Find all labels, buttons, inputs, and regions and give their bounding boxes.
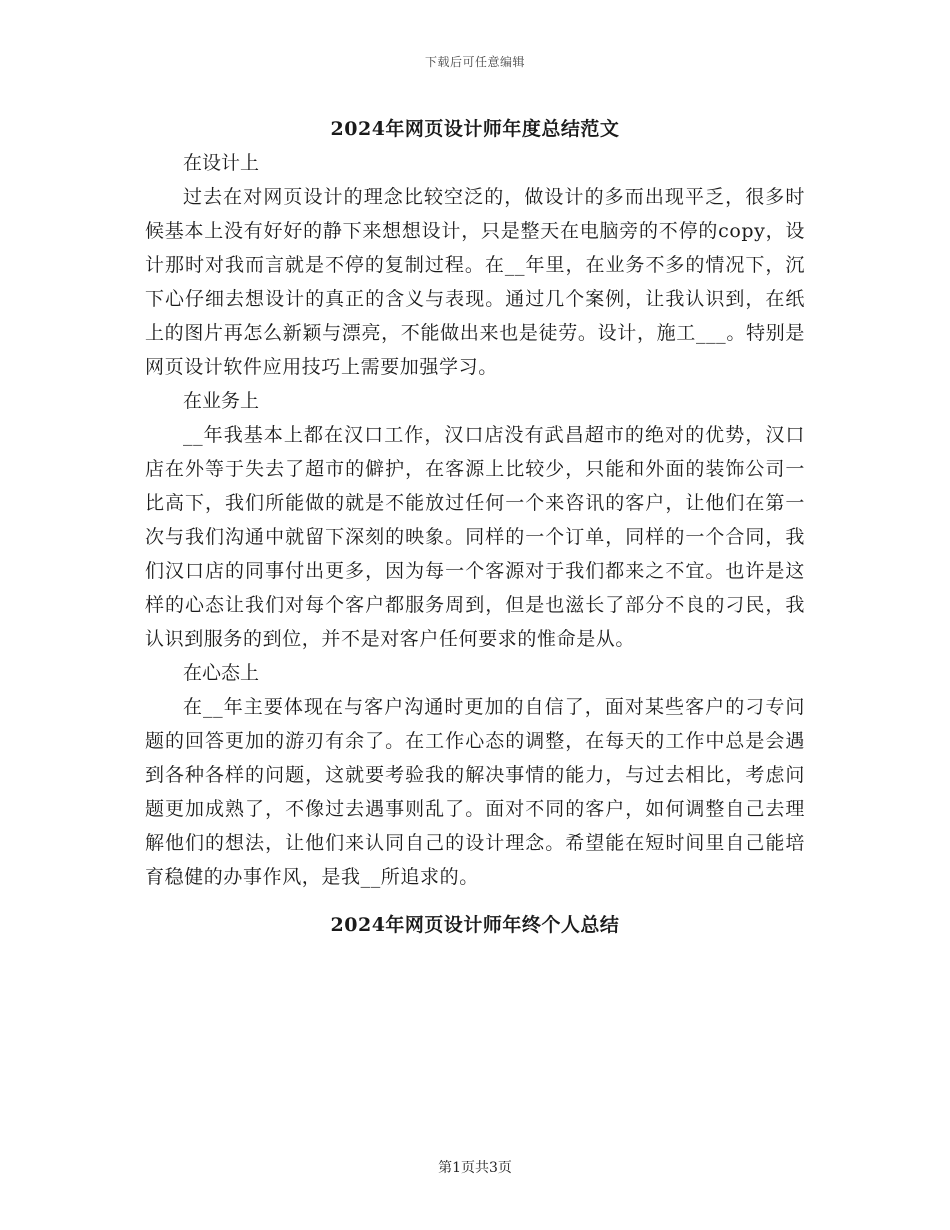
- document-body: [145, 112, 805, 942]
- section-paragraph-design: 过去在对网页设计的理念比较空泛的，做设计的多而出现平乏，很多时候基本上没有好好的静下来想想设计，只是整天在电脑旁的不停的copy，设计那时对我而言就是不停的复制过程。在__年里，在业务不多的情况下，沉下心仔细去想设计的真正的含义与表现。通过几个案例，让我认识到，在纸上的图片再怎么新颖与漂亮，不能做出来也是徒劳。设计，施工___。特别是网页设计软件应用技巧上需要加强学习。: [145, 186, 805, 378]
- section-paragraph-mindset: 在__年主要体现在与客户沟通时更加的自信了，面对某些客户的刁专问题的回答更加的游刃有余了。在工作心态的调整，在每天的工作中总是会遇到各种各样的问题，这就要考验我的解决事情的能力，与过去相比，考虑问题更加成熟了，不像过去遇事则乱了。面对不同的客户，如何调整自己去理解他们的想法，让他们来认同自己的设计理念。希望能在短时间里自己能培育稳健的办事作风，是我__所追求的。: [145, 696, 805, 888]
- document-subtitle: 2024年网页设计师年终个人总结: [330, 914, 620, 936]
- section-heading-design: 在设计上: [183, 152, 260, 174]
- section-paragraph-business: __年我基本上都在汉口工作，汉口店没有武昌超市的绝对的优势，汉口店在外等于失去了超市的僻护，在客源上比较少，只能和外面的装饰公司一比高下，我们所能做的就是不能放过任何一个来咨讯的客户，让他们在第一次与我们沟通中就留下深刻的映象。同样的一个订单，同样的一个合同，我们汉口店的同事付出更多，因为每一个客源对于我们都来之不宜。也许是这样的心态让我们对每个客户都服务周到，但是也滋长了部分不良的刁民，我认识到服务的到位，并不是对客户任何要求的惟命是从。: [145, 424, 805, 650]
- section-heading-business: 在业务上: [183, 390, 260, 412]
- document-title: 2024年网页设计师年度总结范文: [330, 118, 620, 140]
- section-heading-mindset: 在心态上: [183, 662, 260, 684]
- page-footer: 第1页共3页: [438, 1160, 512, 1176]
- page-header: 下载后可任意编辑: [424, 55, 525, 69]
